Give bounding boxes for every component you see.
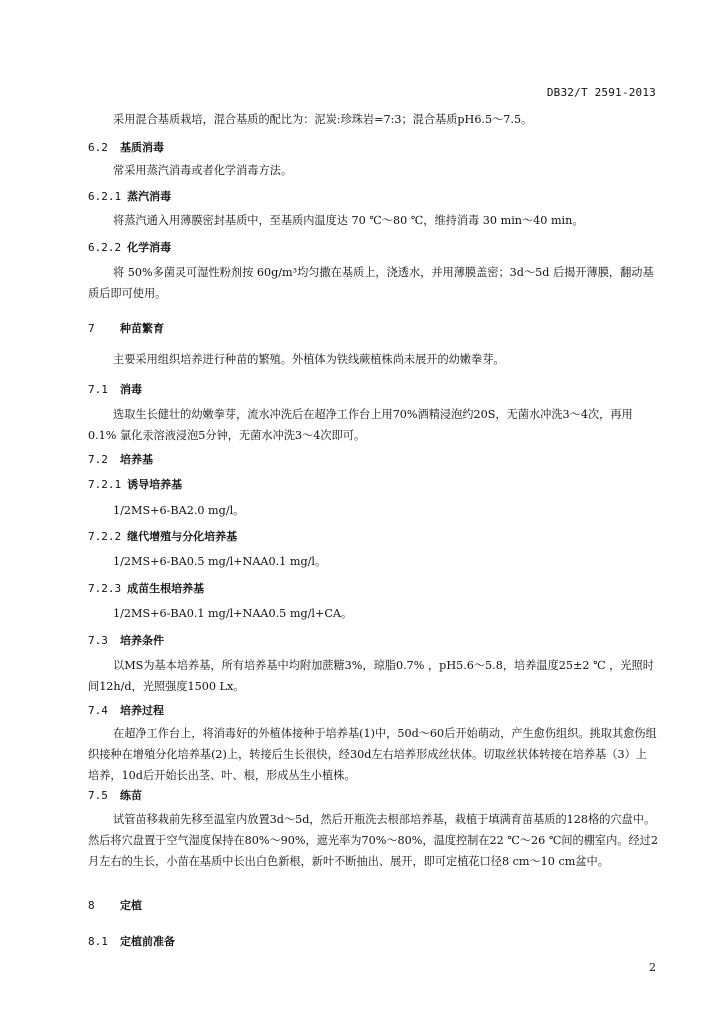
heading-title: 定植 xyxy=(120,899,142,912)
document-id: DB32/T 2591-2013 xyxy=(546,86,656,99)
heading-number: 8 xyxy=(88,899,95,912)
heading-7-2-3 xyxy=(88,580,204,596)
heading-7-2-2 xyxy=(88,528,237,544)
heading-number: 7.1 xyxy=(88,383,108,396)
heading-6-2-1 xyxy=(88,188,171,204)
paragraph-disinfection-methods: 常采用蒸汽消毒或者化学消毒方法。 xyxy=(113,164,293,177)
heading-number: 7.2 xyxy=(88,453,108,466)
paragraph-induction-medium: 1/2MS+6-BA2.0 mg/l。 xyxy=(113,504,245,517)
heading-7-1 xyxy=(88,381,142,397)
heading-title: 成苗生根培养基 xyxy=(127,582,205,595)
heading-8 xyxy=(88,897,142,913)
paragraph-chemical-disinfection: 将 50%多菌灵可湿性粉剂按 60g/m³均匀撒在基质上，浇透水，并用薄膜盖密；3d～5d 后揭开薄膜，翻动基质后即可使用。 xyxy=(88,266,654,300)
paragraph-rooting-medium: 1/2MS+6-BA0.1 mg/l+NAA0.5 mg/l+CA。 xyxy=(113,607,353,620)
heading-title: 基质消毒 xyxy=(120,141,164,154)
heading-number: 6.2 xyxy=(88,141,108,154)
heading-6-2-2 xyxy=(88,239,171,255)
paragraph-culture-conditions: 以MS为基本培养基，所有培养基中均附加蔗糖3%，琼脂0.7% ，pH5.6～5.8，培养温度25±2 ℃ ，光照时间12h/d，光照强度1500 Lx。 xyxy=(88,659,654,693)
paragraph-sterilization: 选取生长健壮的幼嫩拳芽，流水冲洗后在超净工作台上用70%酒精浸泡约20S，无菌水冲洗3～4次，再用0.1% 氯化汞溶液浸泡5分钟，无菌水冲洗3～4次即可。 xyxy=(88,408,633,442)
heading-7-4 xyxy=(88,702,164,718)
heading-number: 7 xyxy=(88,322,95,335)
heading-number: 7.3 xyxy=(88,634,108,647)
heading-number: 8.1 xyxy=(88,935,108,948)
heading-number: 6.2.2 xyxy=(88,241,122,254)
heading-title: 诱导培养基 xyxy=(127,478,183,491)
heading-7-2 xyxy=(88,451,153,467)
paragraph-culture-process: 在超净工作台上，将消毒好的外植体接种于培养基(1)中，50d～60后开始萌动，产生愈伤组织。挑取其愈伤组织接种在增殖分化培养基(2)上，转接后生长很快，经30d左右培养形成丝状体。切取丝状体转接在培养基（3）上培养，10d后开始长出茎、叶、根，形成丛生小植株。 xyxy=(88,727,657,782)
heading-number: 7.2.1 xyxy=(88,478,122,491)
heading-title: 培养过程 xyxy=(120,704,164,717)
heading-title: 继代增殖与分化培养基 xyxy=(127,530,238,543)
paragraph-mixed-substrate: 采用混合基质栽培，混合基质的配比为：泥炭:珍珠岩=7:3；混合基质pH6.5～7.5。 xyxy=(113,113,533,126)
paragraph-propagation-intro: 主要采用组织培养进行种苗的繁殖。外植体为铁线蕨植株尚未展开的幼嫩拳芽。 xyxy=(113,353,505,366)
heading-title: 化学消毒 xyxy=(127,241,172,254)
heading-title: 消毒 xyxy=(120,383,142,396)
heading-number: 7.4 xyxy=(88,704,108,717)
heading-title: 培养基 xyxy=(120,453,153,466)
heading-8-1 xyxy=(88,933,175,949)
heading-7 xyxy=(88,320,164,336)
heading-7-3 xyxy=(88,632,164,648)
heading-title: 练苗 xyxy=(120,789,142,802)
heading-title: 定植前准备 xyxy=(120,935,175,948)
heading-number: 7.5 xyxy=(88,789,108,802)
heading-7-5 xyxy=(88,787,142,803)
heading-number: 7.2.3 xyxy=(88,582,122,595)
heading-7-2-1 xyxy=(88,476,182,492)
heading-6-2 xyxy=(88,139,164,155)
paragraph-hardening: 试管苗移栽前先移至温室内放置3d～5d，然后开瓶洗去根部培养基，栽植于填满育苗基质的128格的穴盘中。然后将穴盘置于空气湿度保持在80%～90%，遮光率为70%～80%，温度控制在22 ℃～26 ℃间的棚室内。经过2月左右的生长，小苗在基质中长出白色新根，新叶不断抽出、展开，即可定植花口径8 cm～10 cm盆中。 xyxy=(88,813,658,868)
paragraph-steam-disinfection: 将蒸汽通入用薄膜密封基质中，至基质内温度达 70 ℃～80 ℃，维持消毒 30 min～40 min。 xyxy=(113,214,584,227)
paragraph-subculture-medium: 1/2MS+6-BA0.5 mg/l+NAA0.1 mg/l。 xyxy=(113,555,327,568)
heading-number: 6.2.1 xyxy=(88,190,122,203)
heading-title: 种苗繁育 xyxy=(120,322,164,335)
heading-title: 蒸汽消毒 xyxy=(127,190,172,203)
heading-number: 7.2.2 xyxy=(88,530,122,543)
heading-title: 培养条件 xyxy=(120,634,164,647)
page-number: 2 xyxy=(649,961,656,974)
